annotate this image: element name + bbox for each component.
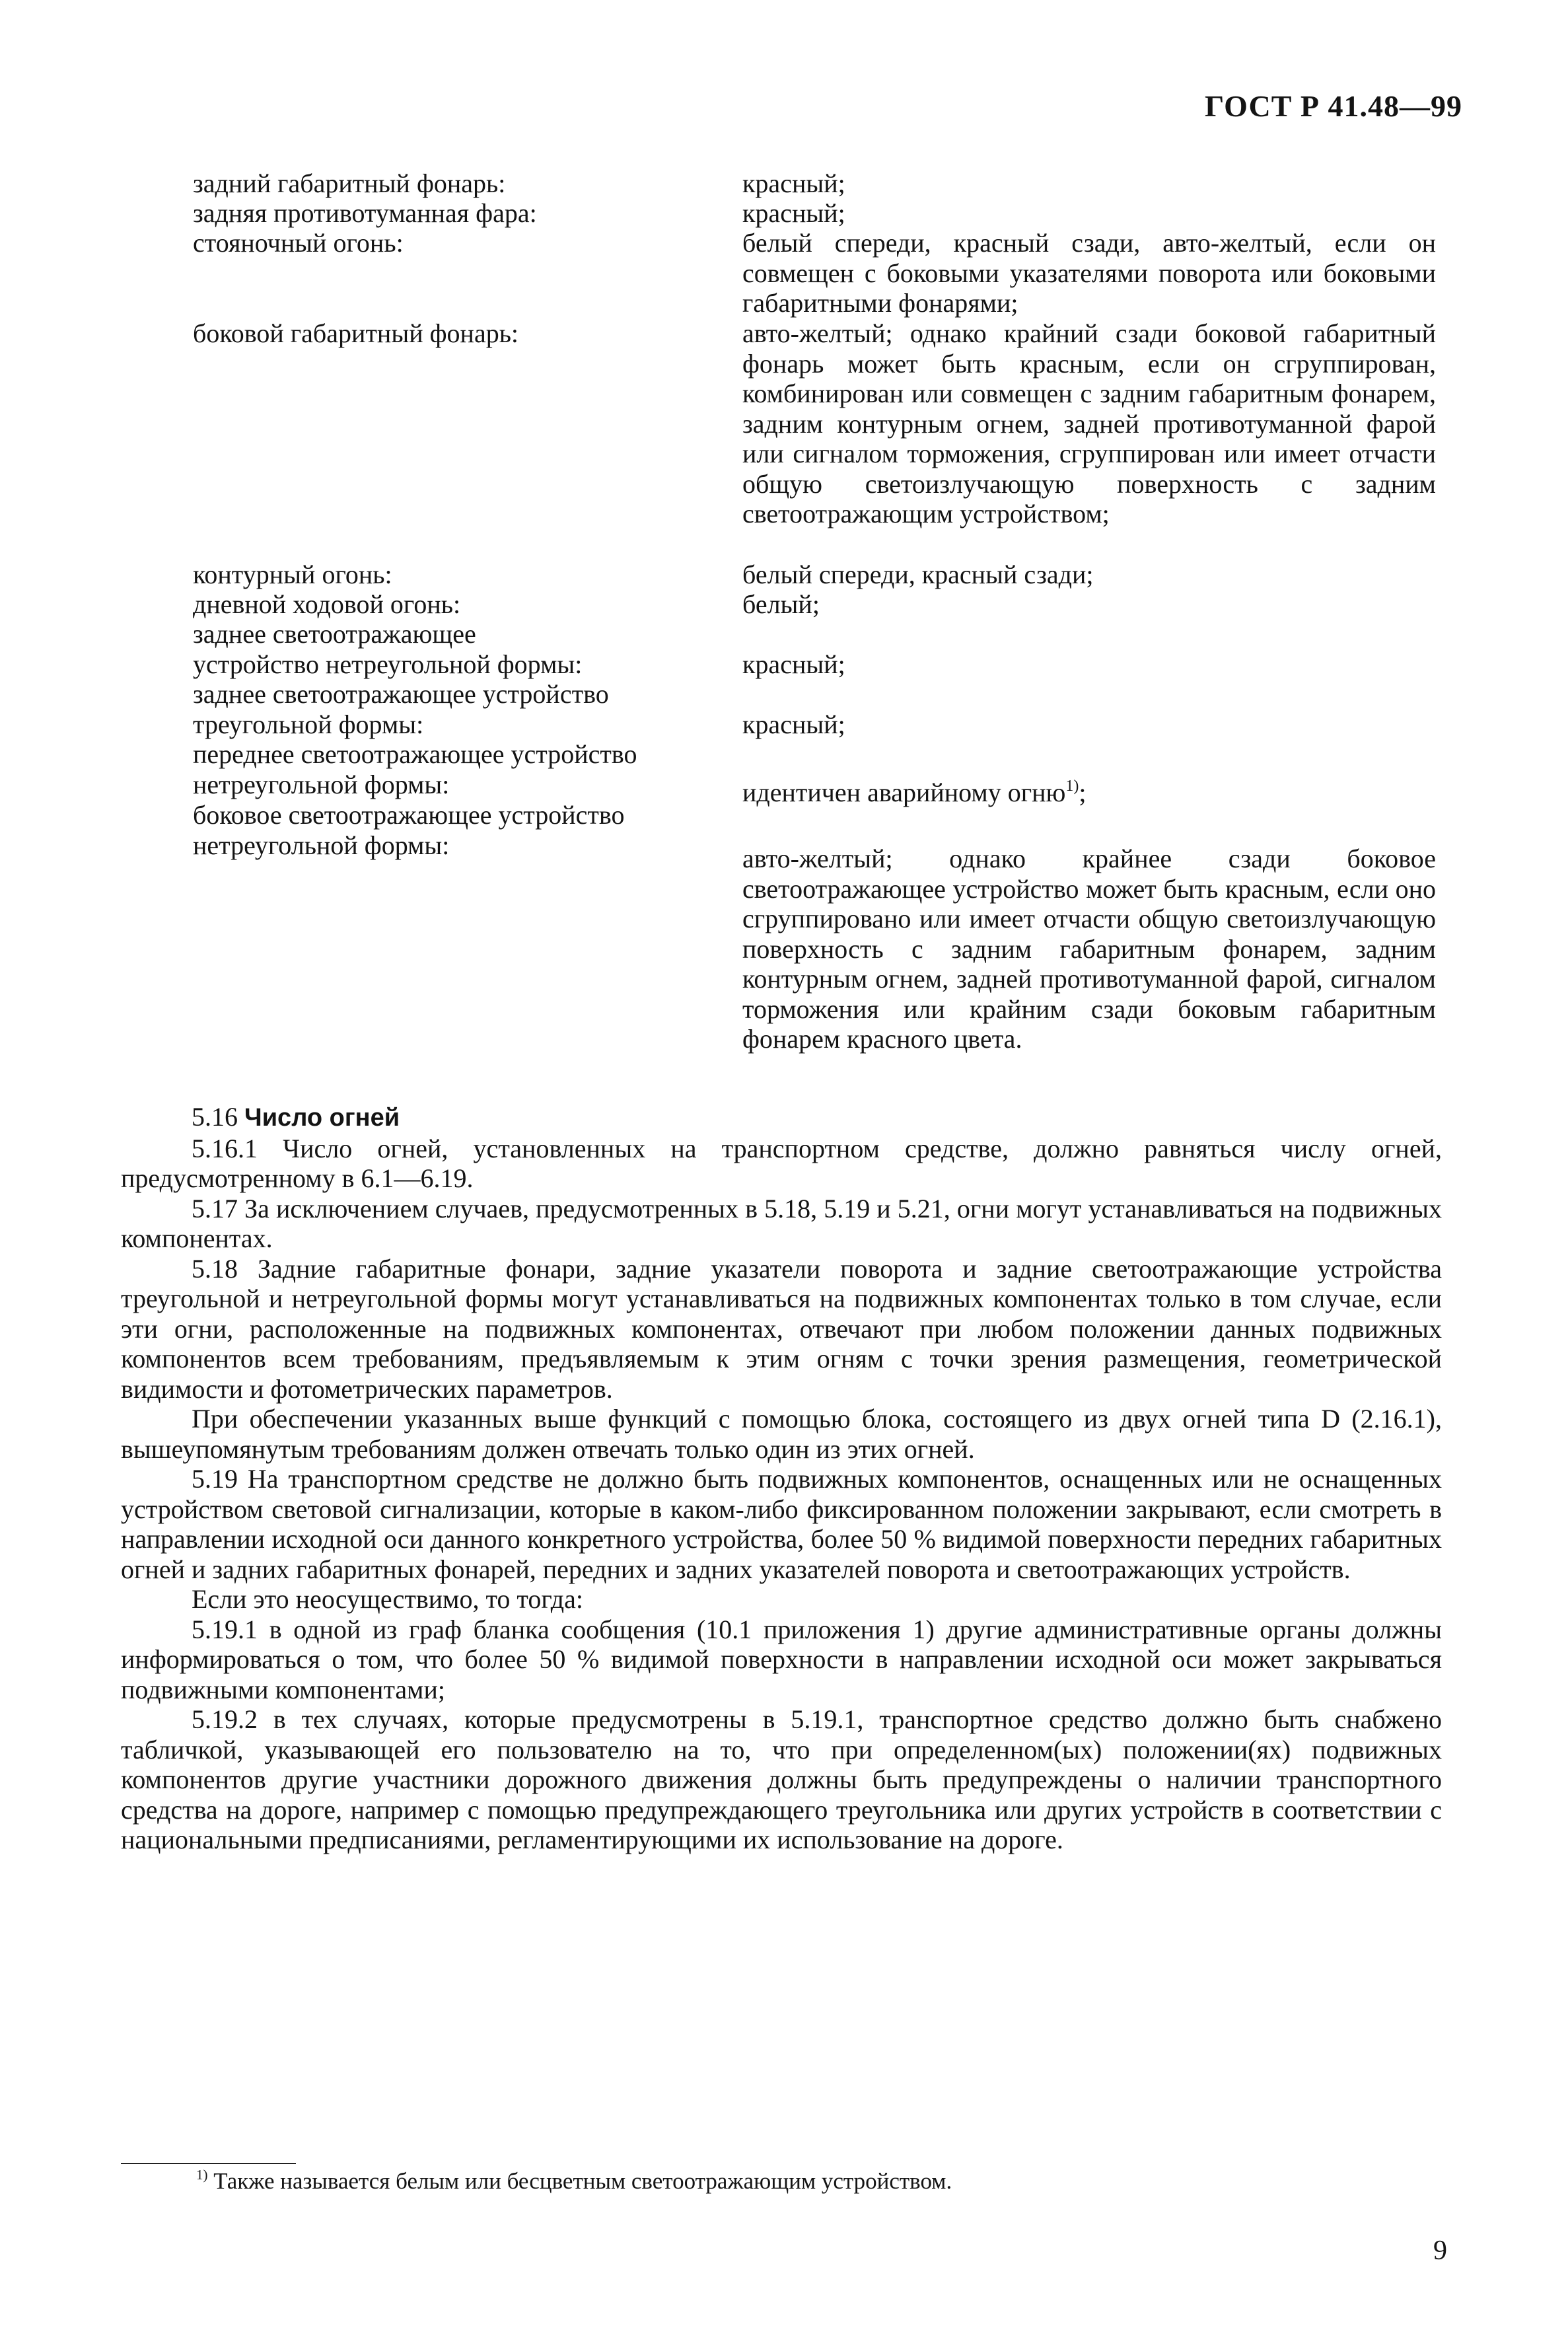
lamp-color: красный; bbox=[742, 709, 845, 739]
lamp-color: красный; bbox=[742, 168, 845, 198]
lamp-name: стояночный огонь: bbox=[193, 228, 404, 258]
body-text bbox=[121, 1102, 1442, 1855]
paragraph: 5.19.2 в тех случаях, которые предусмотрены в 5.19.1, транспортное средство должно быть снабжено табличкой, указывающей его пользователю на то, что при определенном(ых) положении(ях) подвижных компонентов другие участники дорожного движения должны быть предупреждены о наличии транспортного средства на дороге, например с помощью предупреждающего треугольника или других устройств в соответствии с национальными предписаниями, регламентирующими их использование на дороге. bbox=[121, 1704, 1442, 1854]
section-number: 5.16 bbox=[192, 1102, 238, 1132]
footnote-mark: 1) bbox=[196, 2167, 208, 2183]
paragraph: 5.19 На транспортном средстве не должно быть подвижных компонентов, оснащенных или не оснащенных устройством световой сигнализации, которые в каком-либо фиксированном положении закрывают, если смотреть в направлении исходной оси данного конкретного устройства, более 50 % видимой поверхности передних габаритных огней и задних габаритных фонарей, передних и задних указателей поворота и светоотражающих устройств. bbox=[121, 1464, 1442, 1584]
lamp-color-text: идентичен аварийному огню bbox=[742, 778, 1066, 807]
lamp-name: задняя противотуманная фара: bbox=[193, 198, 537, 228]
lamp-color bbox=[742, 778, 1436, 808]
footnote-divider bbox=[121, 2163, 296, 2164]
paragraph: 5.19.1 в одной из граф бланка сообщения (10.1 приложения 1) другие административные органы должны информироваться о том, что более 50 % видимой поверхности в направлении исходной оси может закрываться подвижными компонентами; bbox=[121, 1614, 1442, 1704]
lamp-color: авто-желтый; однако крайнее сзади боковое светоотражающее устройство может быть красным, если оно сгруппировано или имеет отчасти общую светоизлучающую поверхность с задним габаритным фонарем, задним контурным огнем, задней противотуманной фарой, сигналом торможения или крайним сзади боковым габаритным фонарем красного цвета. bbox=[742, 844, 1436, 1054]
section-heading bbox=[121, 1102, 1442, 1134]
lamp-name: контурный огонь: bbox=[193, 560, 392, 589]
footnote-text: Также называется белым или бесцветным светоотражающим устройством. bbox=[213, 2168, 952, 2194]
paragraph: При обеспечении указанных выше функций с помощью блока, состоящего из двух огней типа D (2.16.1), вышеупомянутым требованиям должен отвечать только один из этих огней. bbox=[121, 1404, 1442, 1464]
lamp-name: дневной ходовой огонь: bbox=[193, 589, 461, 619]
lamp-color: авто-желтый; однако крайний сзади боковой габаритный фонарь может быть красным, если он сгруппирован, комбинирован или совмещен с задним габаритным фонарем, задним контурным огнем, задней противотуманной фарой или сигналом торможения, сгруппирован или имеет отчасти общую светоизлучающую поверхность с задним светоотражающим устройством; bbox=[742, 318, 1436, 528]
document-header: ГОСТ Р 41.48—99 bbox=[1205, 89, 1462, 123]
lamp-name: заднее светоотражающее устройство треугольной формы: bbox=[193, 679, 609, 739]
lamp-name: заднее светоотражающее устройство нетреугольной формы: bbox=[193, 619, 583, 679]
paragraph: 5.16.1 Число огней, установленных на транспортном средстве, должно равняться числу огней, предусмотренному в 6.1—6.19. bbox=[121, 1133, 1442, 1193]
lamp-color: белый спереди, красный сзади; bbox=[742, 560, 1094, 589]
lamp-name: переднее светоотражающее устройство нетреугольной формы: bbox=[193, 739, 637, 799]
paragraph: 5.17 За исключением случаев, предусмотренных в 5.18, 5.19 и 5.21, огни могут устанавливаться на подвижных компонентах. bbox=[121, 1193, 1442, 1253]
paragraph: Если это неосуществимо, то тогда: bbox=[192, 1584, 583, 1614]
footnote-ref: 1) bbox=[1065, 778, 1079, 795]
lamp-name: боковое светоотражающее устройство нетреугольной формы: bbox=[193, 800, 625, 860]
lamp-color: белый; bbox=[742, 589, 820, 619]
page-number: 9 bbox=[1433, 2236, 1447, 2266]
section-title: Число огней bbox=[244, 1104, 400, 1132]
lamp-name: боковой габаритный фонарь: bbox=[193, 318, 519, 348]
lamp-color: красный; bbox=[742, 198, 845, 228]
paragraph: 5.18 Задние габаритные фонари, задние указатели поворота и задние светоотражающие устройства треугольной и нетреугольной формы могут устанавливаться на подвижных компонентах только в том случае, если эти огни, расположенные на подвижных компонентах, отвечают при любом положении данных подвижных компонентов всем требованиям, предъявляемым к этим огням с точки зрения размещения, геометрической видимости и фотометрических параметров. bbox=[121, 1253, 1442, 1404]
lamp-color-tail: ; bbox=[1079, 778, 1087, 807]
lamp-color: красный; bbox=[742, 649, 845, 679]
footnote bbox=[196, 2168, 1438, 2195]
lamp-name: задний габаритный фонарь: bbox=[193, 168, 506, 198]
lamp-color: белый спереди, красный сзади, авто-желтый, если он совмещен с боковыми указателями поворота или боковыми габаритными фонарями; bbox=[742, 228, 1436, 318]
